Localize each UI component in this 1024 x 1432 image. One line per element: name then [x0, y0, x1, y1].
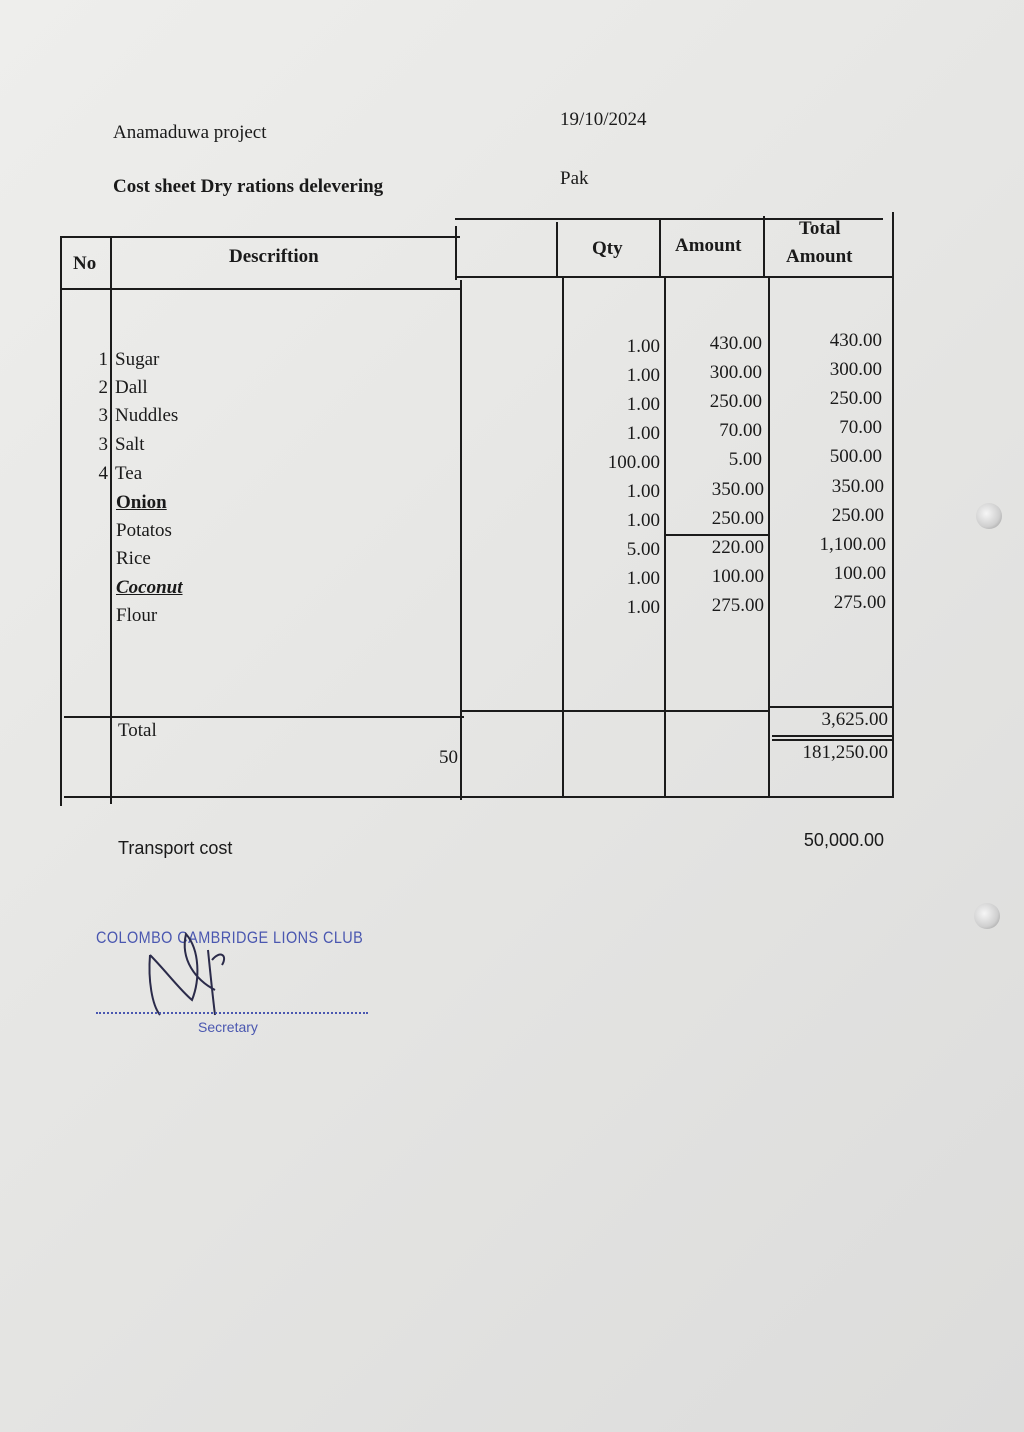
header-total-line2: Amount: [786, 246, 853, 267]
row-amount: 70.00: [719, 420, 762, 441]
row-amount: 250.00: [709, 391, 762, 412]
project-name: Anamaduwa project: [113, 122, 267, 143]
document-title: Cost sheet Dry rations delevering: [113, 176, 384, 197]
total-row-line-mid: [460, 710, 770, 712]
row-qty: 1.00: [626, 568, 660, 589]
total-label: Total: [118, 720, 157, 741]
row-amount: 350.00: [711, 479, 764, 500]
header-total-line1: Total: [799, 218, 841, 239]
row-item: Tea: [115, 463, 143, 484]
row-total: 275.00: [833, 592, 886, 613]
total-row-line-left: [64, 716, 464, 718]
table-border-left: [60, 236, 62, 806]
club-stamp: COLOMBO CAMBRIDGE LIONS CLUB: [96, 928, 364, 947]
header-divider-left: [60, 288, 460, 290]
pak-label: Pak: [560, 168, 589, 189]
row-item: Flour: [116, 605, 158, 626]
row-qty: 1.00: [626, 394, 660, 415]
header-amount: Amount: [675, 235, 742, 256]
col-sep-desc-hdr: [455, 226, 457, 280]
row-amount: 275.00: [711, 595, 764, 616]
row-total: 1,100.00: [819, 534, 886, 555]
row-total: 500.00: [829, 446, 882, 467]
subtotal-value: 3,625.00: [821, 709, 888, 730]
header-description: Descriftion: [229, 246, 319, 267]
col-sep-amount-hdr: [763, 216, 765, 276]
row-qty: 100.00: [607, 452, 660, 473]
col-sep-blank-hdr: [556, 222, 558, 278]
row-amount: 250.00: [711, 508, 764, 529]
row-no: 1: [98, 349, 108, 370]
col-sep-qty-hdr: [659, 218, 661, 278]
amount-underline: [664, 534, 768, 536]
col-sep-qty: [664, 278, 666, 798]
signature-line: [96, 1012, 368, 1014]
punch-hole: [976, 503, 1002, 529]
row-amount: 220.00: [711, 537, 764, 558]
row-qty: 1.00: [626, 510, 660, 531]
row-total: 100.00: [833, 563, 886, 584]
row-item: Potatos: [116, 520, 172, 541]
row-qty: 1.00: [626, 481, 660, 502]
row-item: Nuddles: [115, 405, 179, 426]
row-total: 300.00: [829, 359, 882, 380]
row-item: Coconut: [116, 577, 183, 598]
row-item: Salt: [115, 434, 145, 455]
transport-value: 50,000.00: [803, 830, 884, 850]
row-item: Onion: [116, 492, 167, 513]
subtotal-underline-2: [772, 739, 892, 741]
punch-hole: [974, 903, 1000, 929]
row-qty: 1.00: [626, 423, 660, 444]
subtotal-underline-1: [772, 735, 892, 737]
row-total: 350.00: [831, 476, 884, 497]
row-amount: 5.00: [728, 449, 762, 470]
row-no: 3: [98, 434, 108, 455]
col-sep-amount: [768, 276, 770, 796]
multiplier-value: 50: [439, 747, 458, 768]
header-divider-right: [455, 276, 893, 278]
transport-label: Transport cost: [118, 838, 233, 858]
row-total: 430.00: [829, 330, 882, 351]
col-sep-no: [110, 236, 112, 804]
row-no: 4: [98, 463, 108, 484]
row-no: 3: [98, 405, 108, 426]
row-item: Rice: [116, 548, 151, 569]
row-amount: 430.00: [709, 333, 762, 354]
row-qty: 1.00: [626, 597, 660, 618]
grand-total-value: 181,250.00: [802, 742, 888, 763]
total-row-line-right: [768, 706, 894, 708]
row-item: Sugar: [115, 349, 160, 370]
row-qty: 1.00: [626, 365, 660, 386]
row-qty: 5.00: [626, 539, 660, 560]
row-total: 250.00: [831, 505, 884, 526]
col-sep-desc: [460, 280, 462, 800]
row-item: Dall: [115, 377, 148, 398]
col-sep-blank: [562, 278, 564, 798]
row-total: 250.00: [829, 388, 882, 409]
document-date: 19/10/2024: [560, 109, 647, 130]
table-border-right: [892, 212, 894, 796]
table-border-bottom: [64, 796, 894, 798]
row-no: 2: [98, 377, 108, 398]
secretary-label: Secretary: [198, 1019, 258, 1035]
header-no: No: [73, 253, 97, 274]
header-qty: Qty: [592, 238, 623, 259]
table-border-top-left: [60, 236, 460, 238]
row-total: 70.00: [839, 417, 882, 438]
row-amount: 100.00: [711, 566, 764, 587]
row-qty: 1.00: [626, 336, 660, 357]
row-amount: 300.00: [709, 362, 762, 383]
